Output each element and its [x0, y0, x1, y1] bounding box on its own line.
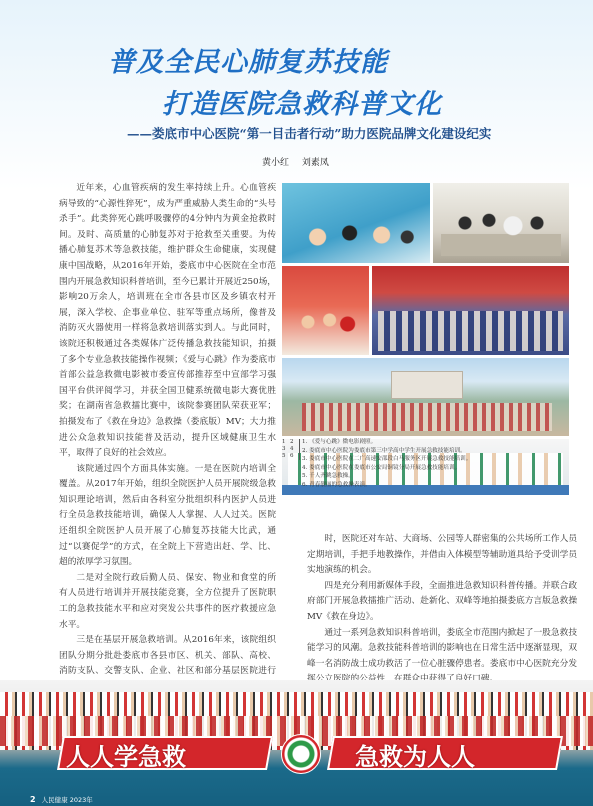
- caption: 3. 娄底市中心医院在二广高速安邵段白马服务区开展急救技能培训。: [302, 456, 472, 462]
- article-subtitle: ——娄底市中心医院“第一目击者行动”助力医院品牌文化建设纪实: [127, 126, 492, 141]
- photo-number: 2: [290, 439, 294, 445]
- body-paragraph: 二是对全院行政后勤人员、保安、物业和食堂的所有人员进行培训并开展技能竞赛，全方位提升了医院职工的急救技能水平和应对突发公共事件的医疗救援应急水平。: [59, 572, 276, 630]
- body-paragraph: 通过一系列急救知识科普培训，娄底全市范围内掀起了一股急救技能学习的风潮。急救技能科普培训的影响也在日常生活中逐渐显现，双峰一名消防战士成功救活了一位心脏骤停患者。娄底市中心医院充分发: [307, 627, 577, 669]
- photo-number: 6: [290, 453, 294, 459]
- photo-number: 3: [282, 446, 286, 452]
- photo-captions: [302, 438, 572, 489]
- article-title-line-2: 打造医院急救科普文化: [162, 89, 442, 120]
- banner-slogan-right: 急救为人人: [355, 743, 475, 771]
- photo-swimming-rescue: [282, 183, 430, 263]
- right-column-text: [307, 532, 577, 688]
- body-paragraph: 该院通过四个方面具体实施。一是在医院内培训全覆盖。从2017年开始，组织全院医护人员开展院级急救知识理论培训，然后由各科室分批组织科内医护人员进行全员急救技能培训，确保人人掌握、人人过关。医院还组织全院医护人员开展了心肺复苏技能大比武，通过“以赛促学”的方式，在全院上下营造出赶、学、比、超的浓厚学习氛围。: [59, 463, 276, 568]
- page-number: 2: [30, 795, 36, 804]
- body-paragraph: 三是在基层开展急救培训。从2016年来，该院组织团队分期分批赴娄底市各县市区、机关、部队、高校、消防支队、交警支队、企业、社区和部分基层医院进行: [59, 635, 276, 677]
- photo-cpr-training-students: [433, 183, 569, 263]
- body-paragraph: 四是充分利用新媒体手段，全面推进急救知识科普传播。并联合政府部门开展急救擂推广活动、赴新化、双峰等地拍摄娄底方言版急救操MV《救在身边》。: [307, 580, 577, 622]
- photo-number: 1: [282, 439, 286, 445]
- body-paragraph: 时，医院还对车站、大商场、公园等人群密集的公共场所工作人员定期培训，手把手地教操作，并借由入体模型等辅助道具给予受训学员实地演练的机会。: [307, 534, 577, 576]
- body-paragraph: 近年来，心血管疾病的发生率持续上升。心血管疾病导致的“心源性猝死”，成为严重威胁人类生命的“头号杀手”。此类猝死心跳呼吸骤停的4分钟内为黄金抢救时间。及时、高质量的心肺复苏对于抢救至关重要。为传播心肺复苏术等急救技能，维护群众生命健康，实现健康中国战略，从2016年开始，娄底市中心医院在全市范围内开展急救知识科普培训，至今已累计开展近250场，影响20万余人，培训班在全市各县市区及乡镇农村开展，深入学校、企事业单位、驻军等重点场所，像普及消防灭火器使用一样将急救培训落实到人。与此同时，该院还积极通过各类媒体广泛传播急救技能知识，拍摄了多个专业急救技能操作视频；《爱与心跳》作为娄底市首部公益急救微电影被市委宣传部推荐至中宣部学习强国平台供评阅学习，并获全国卫健系统微电影大赛优胜奖；在湖南省急救擂比赛中，该院参赛团队荣获亚军；拍摄发布了《救在身边》急救操（娄底版）MV；大力推进公众急救知识技能普及活动，提升区域健康卫生水平，取得了良好的社会效应。: [59, 183, 276, 459]
- caption: 2. 娄底市中心医院为娄底市第三中学高中学生开展急救技能培训。: [302, 447, 466, 454]
- red-cross-emblem-icon: [281, 734, 321, 774]
- banner-slogan-left: 人人学急救: [66, 743, 186, 771]
- author-1: 黄小红: [262, 158, 290, 168]
- page-footer: [30, 795, 93, 804]
- photo-number: 4: [290, 446, 294, 452]
- photo-number-grid: [282, 439, 300, 460]
- photo-number: 5: [282, 453, 286, 459]
- article-title-line-1: 普及全民心肺复苏技能: [108, 47, 388, 78]
- photo-police-training: [372, 266, 569, 355]
- photo-mass-exercise: [282, 358, 569, 436]
- caption: 5. 千人齐跳急救操。: [302, 473, 354, 479]
- author-line: [262, 155, 339, 168]
- journal-name: 人民健康 2023年: [41, 796, 93, 804]
- caption: 6. 青春靓丽的急救操表演。: [302, 481, 371, 488]
- caption: 1. 《爱与心跳》微电影剧照。: [302, 439, 377, 445]
- caption: 4. 娄底市中心医院在娄底市公安局铜镜分局开展急救技能培训。: [302, 464, 461, 471]
- photo-service-area-training: [282, 266, 369, 355]
- left-column-text: [59, 181, 276, 711]
- author-2: 刘素凤: [301, 158, 329, 168]
